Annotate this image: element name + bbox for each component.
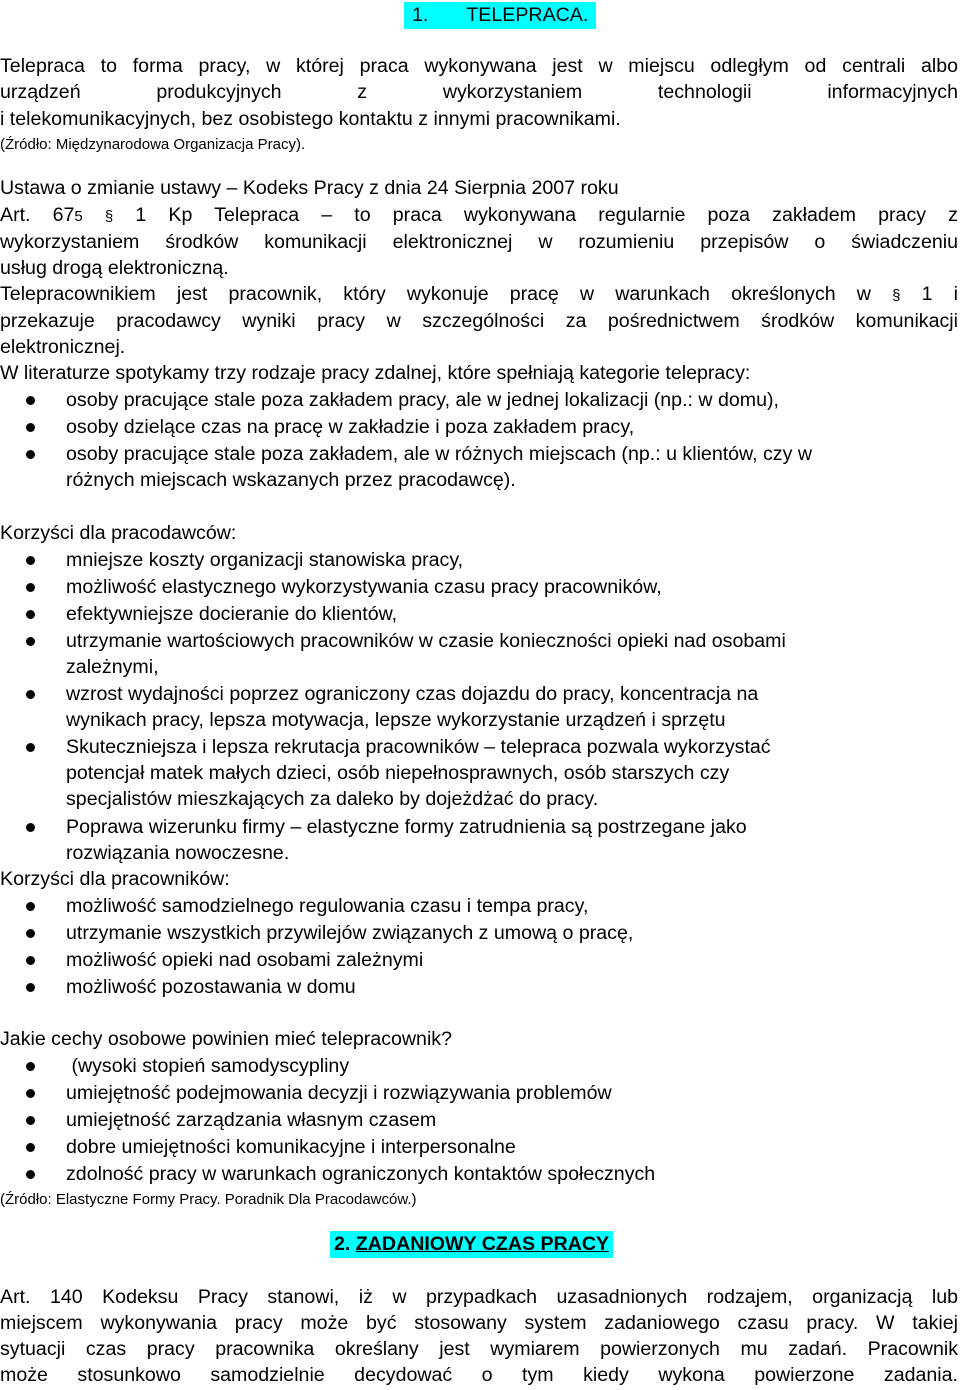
- type-item-3-cont: różnych miejscach wskazanych przez pracodawcę).: [66, 469, 516, 491]
- traits-title: Jakie cechy osobowe powinien mieć telepracownik?: [0, 1028, 452, 1050]
- bullet-icon: [26, 610, 35, 619]
- heading-1-number: 1.: [412, 4, 429, 26]
- section-sign-icon-2: §: [892, 287, 901, 304]
- section2-line-4: może stosunkowo samodzielnie decydować o tym kiedy wykona powierzone zadania.: [0, 1364, 958, 1386]
- bullet-icon: [26, 1170, 35, 1179]
- bullet-icon: [26, 450, 35, 459]
- employee-item: możliwość pozostawania w domu: [66, 976, 356, 998]
- tele-line-1: [0, 281, 958, 310]
- employer-item: Skuteczniejsza i lepsza rekrutacja pracowników – telepraca pozwala wykorzystać: [66, 736, 771, 758]
- heading-1-title: TELEPRACA.: [466, 4, 589, 26]
- art-superscript: 5: [74, 208, 83, 225]
- bullet-icon: [26, 1143, 35, 1152]
- tele-line-2: przekazuje pracodawcy wyniki pracy w szczególności za pośrednictwem środków komunikacji: [0, 310, 958, 332]
- section2-line-3: sytuacji czas pracy pracownika określany jest wymiarem powierzonych mu zadań. Pracownik: [0, 1338, 958, 1360]
- bullet-icon: [26, 1062, 35, 1071]
- employer-benefits-title: Korzyści dla pracodawców:: [0, 522, 237, 544]
- employer-item-cont: rozwiązania nowoczesne.: [66, 842, 290, 864]
- heading-2-title: ZADANIOWY CZAS PRACY: [355, 1233, 610, 1255]
- bullet-icon: [26, 956, 35, 965]
- intro-line-2: urządzeń produkcyjnych z wykorzystaniem technologii informacyjnych: [0, 81, 958, 103]
- section2-line-2: miejscem wykonywania pracy może być stosowany system zadaniowego czasu pracy. W takiej: [0, 1312, 958, 1334]
- employer-item: możliwość elastycznego wykorzystywania czasu pracy pracowników,: [66, 576, 662, 598]
- bullet-icon: [26, 1116, 35, 1125]
- type-item-1: osoby pracujące stale poza zakładem pracy, ale w jednej lokalizacji (np.: w domu),: [66, 389, 779, 411]
- bullet-icon: [26, 423, 35, 432]
- bullet-icon: [26, 983, 35, 992]
- employee-benefits-title: Korzyści dla pracowników:: [0, 868, 230, 890]
- section2-line-1: Art. 140 Kodeksu Pracy stanowi, iż w przypadkach uzasadnionych rodzajem, organizacją lub: [0, 1286, 958, 1308]
- art-line-1: [0, 202, 958, 231]
- trait-item: umiejętność zarządzania własnym czasem: [66, 1109, 437, 1131]
- intro-source: (Źródło: Międzynarodowa Organizacja Pracy).: [0, 136, 306, 153]
- heading-2: [330, 1231, 613, 1258]
- bullet-icon: [26, 743, 35, 752]
- employer-item-cont: specjalistów mieszkających za daleko by dojeżdżać do pracy.: [66, 788, 599, 810]
- trait-item: zdolność pracy w warunkach ograniczonych kontaktów społecznych: [66, 1163, 656, 1185]
- traits-source: (Źródło: Elastyczne Formy Pracy. Poradnik Dla Pracodawców.): [0, 1191, 417, 1208]
- employer-item-cont: wynikach pracy, lepsza motywacja, lepsze wykorzystanie urządzeń i sprzętu: [66, 709, 726, 731]
- law-title: Ustawa o zmianie ustawy – Kodeks Pracy z dnia 24 Sierpnia 2007 roku: [0, 177, 619, 199]
- bullet-icon: [26, 902, 35, 911]
- employer-item: wzrost wydajności poprzez ograniczony czas dojazdu do pracy, koncentracja na: [66, 683, 759, 705]
- bullet-icon: [26, 929, 35, 938]
- employer-item: mniejsze koszty organizacji stanowiska pracy,: [66, 549, 464, 571]
- art-line-2: wykorzystaniem środków komunikacji elektronicznej w rozumieniu przepisów o świadczeniu: [0, 231, 958, 253]
- intro-line-3: i telekomunikacyjnych, bez osobistego kontaktu z innymi pracownikami.: [0, 108, 621, 130]
- bullet-icon: [26, 556, 35, 565]
- art-line-3: usług drogą elektroniczną.: [0, 257, 229, 279]
- tele-line-1-end: 1 i: [921, 283, 958, 305]
- bullet-icon: [26, 690, 35, 699]
- employee-item: możliwość samodzielnego regulowania czasu i tempa pracy,: [66, 895, 589, 917]
- bullet-icon: [26, 823, 35, 832]
- bullet-icon: [26, 637, 35, 646]
- employer-item-cont: zależnymi,: [66, 656, 159, 678]
- bullet-icon: [26, 396, 35, 405]
- heading-2-number: 2.: [334, 1233, 351, 1255]
- types-intro: W literaturze spotykamy trzy rodzaje pracy zdalnej, które spełniają kategorie telepracy:: [0, 362, 751, 384]
- trait-item: (wysoki stopień samodyscypliny: [66, 1055, 350, 1077]
- section-sign-icon: §: [104, 208, 114, 225]
- trait-item: umiejętność podejmowania decyzji i rozwiązywania problemów: [66, 1082, 612, 1104]
- bullet-icon: [26, 1089, 35, 1098]
- tele-line-3: elektronicznej.: [0, 336, 126, 358]
- heading-1: [404, 2, 596, 29]
- type-item-2: osoby dzielące czas na pracę w zakładzie i poza zakładem pracy,: [66, 416, 635, 438]
- type-item-3: osoby pracujące stale poza zakładem, ale w różnych miejscach (np.: u klientów, czy w: [66, 443, 812, 465]
- employer-item: Poprawa wizerunku firmy – elastyczne formy zatrudnienia są postrzegane jako: [66, 816, 747, 838]
- employee-item: utrzymanie wszystkich przywilejów związanych z umową o pracę,: [66, 922, 634, 944]
- trait-item: dobre umiejętności komunikacyjne i interpersonalne: [66, 1136, 516, 1158]
- employer-item: efektywniejsze docieranie do klientów,: [66, 603, 398, 625]
- employer-item: utrzymanie wartościowych pracowników w czasie konieczności opieki nad osobami: [66, 630, 786, 652]
- employee-item: możliwość opieki nad osobami zależnymi: [66, 949, 424, 971]
- intro-line-1: Telepraca to forma pracy, w której praca wykonywana jest w miejscu odległym od centrali albo: [0, 55, 958, 77]
- employer-item-cont: potencjał matek małych dzieci, osób niepełnosprawnych, osób starszych czy: [66, 762, 730, 784]
- art-number: Art. 67: [0, 204, 75, 226]
- bullet-icon: [26, 583, 35, 592]
- tele-line-1-text: Telepracownikiem jest pracownik, który wykonuje pracę w warunkach określonych w: [0, 283, 871, 305]
- art-line-1-text: 1 Kp Telepraca – to praca wykonywana regularnie poza zakładem pracy z: [135, 204, 958, 226]
